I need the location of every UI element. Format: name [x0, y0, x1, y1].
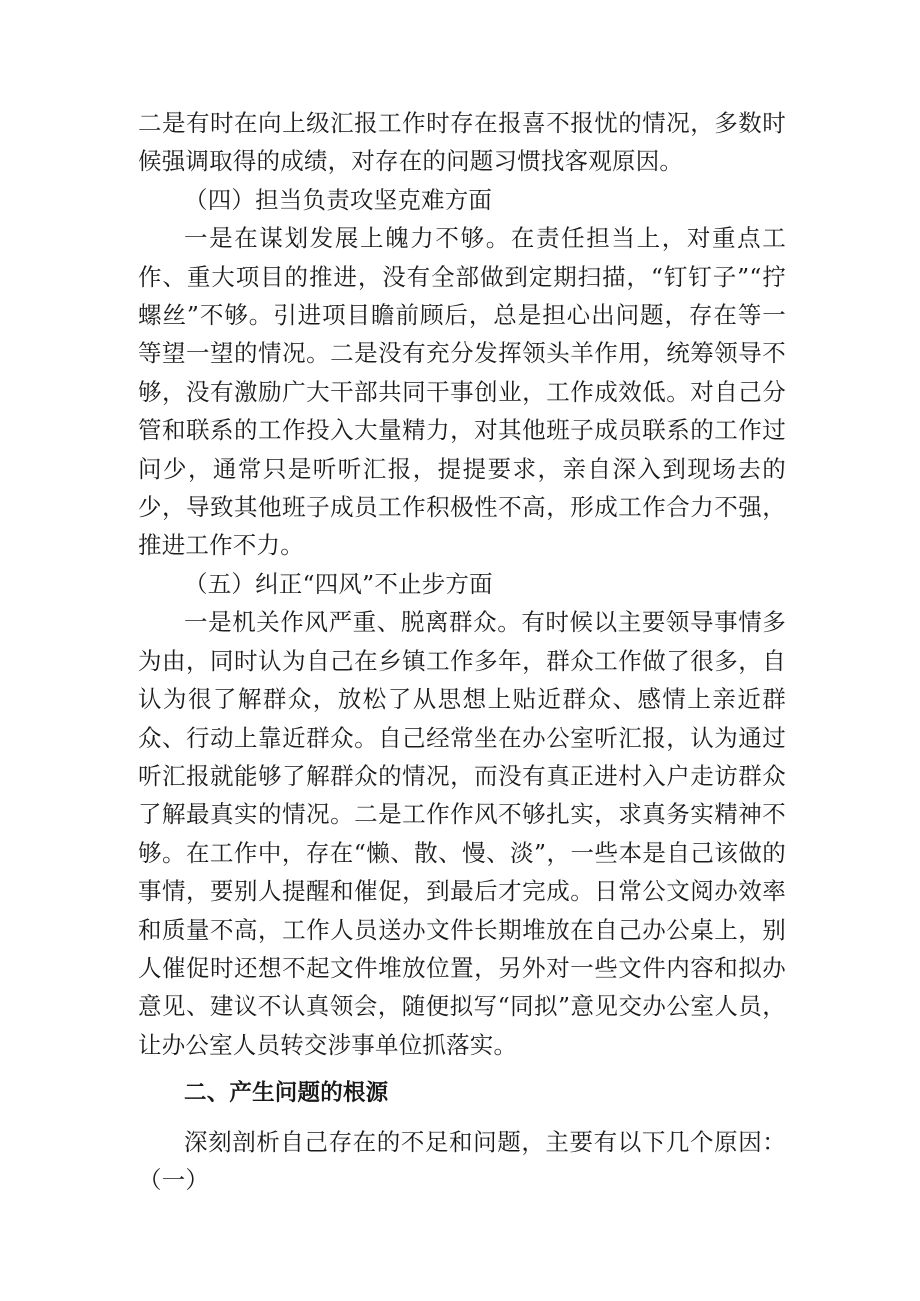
document-body	[138, 104, 786, 1199]
subheading-four-winds: （五）纠正“四风”不止步方面	[184, 569, 493, 598]
subheading-responsibility: （四）担当负责攻坚克难方面	[184, 185, 493, 214]
paragraph-root-causes-intro: 深刻剖析自己存在的不足和问题，主要有以下几个原因：（一）	[138, 1127, 786, 1194]
paragraph-responsibility: 一是在谋划发展上魄力不够。在责任担当上，对重点工作、重大项目的推进，没有全部做到定期扫描，“钉钉子”“拧螺丝”不够。引进项目瞻前顾后，总是担心出问题，存在等一等望一望的情况。二是没有充分发挥领头羊作用，统筹领导不够，没有激励广大干部共同干事创业，工作成效低。对自己分管和联系的工作投入大量精力，对其他班子成员联系的工作过问少，通常只是听听汇报，提提要求，亲自深入到现场去的少，导致其他班子成员工作积极性不高，形成工作合力不强，推进工作不力。	[138, 224, 786, 560]
paragraph-four-winds: 一是机关作风严重、脱离群众。有时候以主要领导事情多为由，同时认为自己在乡镇工作多年，群众工作做了很多，自认为很了解群众，放松了从思想上贴近群众、感情上亲近群众、行动上靠近群众。自己经常坐在办公室听汇报，认为通过听汇报就能够了解群众的情况，而没有真正进村入户走访群众了解最真实的情况。二是工作作风不够扎实，求真务实精神不够。在工作中，存在“懒、散、慢、淡”，一些本是自己该做的事情，要别人提醒和催促，到最后才完成。日常公文阅办效率和质量不高，工作人员送办文件长期堆放在自己办公桌上，别人催促时还想不起文件堆放位置，另外对一些文件内容和拟办意见、建议不认真领会，随便拟写“同拟”意见交办公室人员，让办公室人员转交涉事单位抓落实。	[138, 608, 786, 1059]
paragraph-reporting: 二是有时在向上级汇报工作时存在报喜不报忧的情况，多数时候强调取得的成绩，对存在的问题习惯找客观原因。	[138, 109, 786, 176]
section-heading-root-causes: 二、产生问题的根源	[184, 1080, 389, 1107]
